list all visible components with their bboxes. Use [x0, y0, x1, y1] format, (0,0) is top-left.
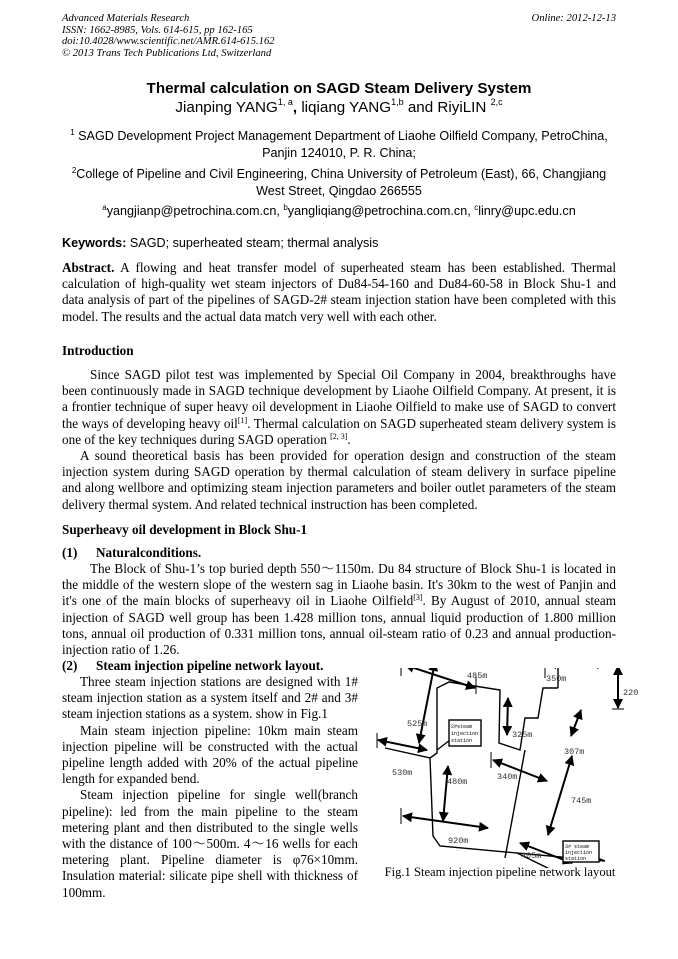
running-header: [62, 13, 616, 59]
dim-label: 350m: [546, 674, 567, 684]
dim-label: 525m: [407, 719, 428, 729]
dim-label: 920m: [448, 836, 469, 846]
citation[interactable]: [1]: [237, 415, 248, 425]
pipeline-layout-body: [62, 674, 358, 901]
paragraph: A sound theoretical basis has been provided for operation design and construction of the steam injection system during SAGD operation by thermal calculation of steam delivery in surface pipeline and along wellbore and optimizing steam injection parameters and boiler outlet parameters of the steam delivery thermal system. And related technical instruction has been completed.: [62, 448, 616, 512]
paragraph: Main steam injection pipeline: 10km main steam injection pipeline will be constructed with the actual pipeline length added with 20% of the actual pipeline length for expanded bend.: [62, 722, 358, 787]
dim-label: 530m: [392, 768, 413, 778]
issn-line: ISSN: 1662-8985, Vols. 614-615, pp 162-165: [62, 24, 253, 36]
journal-name: Advanced Materials Research: [62, 13, 190, 24]
keywords: [62, 236, 378, 250]
paragraph: [62, 561, 616, 658]
online-date: Online: 2012-12-13: [531, 13, 616, 24]
author-list: [0, 99, 678, 116]
author-name: RiyiLIN: [437, 99, 487, 116]
introduction-body: [62, 367, 616, 513]
dim-label: 745m: [571, 796, 592, 806]
dim-label: 485m: [467, 671, 488, 681]
subsection-number: (2): [62, 658, 78, 673]
subsection-title: Steam injection pipeline network layout.: [96, 658, 324, 673]
paper-title: Thermal calculation on SAGD Steam Delivery System: [146, 80, 532, 97]
section-heading-introduction: Introduction: [62, 343, 134, 358]
paragraph-text: .: [347, 431, 351, 447]
natural-conditions-body: [62, 561, 616, 658]
paragraph-text: Since SAGD pilot test was implemented by Special Oil Company in 2004, breakthroughs have been continuously made in SAGD technique development by Liaohe Oilfield Company. At present, it is a frontier technique of super heavy oil development in Liaohe Oilfield to make use of SAGD to convert the ways of developing heavy oil: [62, 367, 616, 431]
author-sup: 2,c: [490, 97, 503, 107]
affiliation-text: SAGD Development Project Management Department of Liaohe Oilfield Company, PetroChina, Panjin 124010, P. R. China;: [74, 129, 608, 160]
paragraph: Steam injection pipeline for single well(branch pipeline): led from the main pipeline to the steam metering plant and then distributed to the single wells with the distance of 100～500m. 4～16 wells for each metering plant. Pipeline diameter is φ76×10mm. Insulation material: silicate pipe shell with thickness of 100mm.: [62, 787, 358, 900]
pipeline-lines: [385, 668, 605, 868]
abstract-text: A flowing and heat transfer model of superheated steam has been established. Thermal calculation of high-quality wet steam injectors of Du84-54-160 and Du84-60-58 in Block Shu-1 and data analysis of part of the pipelines of SAGD-2# steam injection station have been completed with this model. The results and the actual data match very well with each other.: [62, 260, 616, 324]
author-separator: ,: [292, 99, 302, 116]
subsection-heading-natural-conditions: [62, 545, 201, 561]
paragraph: [62, 367, 616, 448]
subsection-title: Naturalconditions.: [96, 545, 202, 560]
figure-caption: Fig.1 Steam injection pipeline network layout: [384, 865, 616, 879]
station-3-box: [563, 841, 599, 862]
doi-line: doi:10.4028/www.scientific.net/AMR.614-615.162: [62, 36, 275, 48]
abstract-label: Abstract.: [62, 260, 115, 275]
dim-label: 480m: [447, 777, 468, 787]
author-sup: 1,b: [391, 97, 404, 107]
paragraph: Three steam injection stations are designed with 1# steam injection station as a system itself and 2# and 3# steam injection stations as a system. show in Fig.1: [62, 674, 358, 722]
station-2-box: [449, 720, 481, 746]
station-label: 3# steam: [565, 844, 590, 850]
dim-label: 325m: [512, 730, 533, 740]
author-name: Jianping YANG: [175, 99, 278, 116]
station-label: station: [451, 738, 473, 744]
affiliation-2: [62, 166, 616, 200]
keywords-label: Keywords:: [62, 236, 127, 250]
pipeline-network-diagram: [375, 668, 678, 868]
paragraph-text: The Block of Shu-1’s top buried depth 550～1150m. Du 84 structure of Block Shu-1 is located in the middle of the western slope of the western sag in Liaohe basin. It's 30km to the west of Panjin and it's one of the main blocks of superheavy oil in Liaohe Oilfield: [62, 561, 616, 609]
abstract: [62, 260, 616, 325]
dim-label: 307m: [564, 747, 585, 757]
affiliation-1: [62, 128, 616, 162]
email-link[interactable]: yangjianp@petrochina.com.cn,: [106, 204, 284, 218]
email-list: [62, 203, 616, 220]
section-heading-superheavy: Superheavy oil development in Block Shu-1: [62, 522, 308, 537]
citation[interactable]: [3]: [413, 593, 423, 603]
dimension-arrows: [378, 668, 618, 863]
dim-label: 405m: [521, 851, 542, 861]
dimension-labels: [392, 671, 638, 861]
station-label: injection: [451, 731, 479, 737]
author-sup: 1, a: [277, 97, 293, 107]
email-link[interactable]: yangliqiang@petrochina.com.cn,: [287, 204, 475, 218]
subsection-heading-pipeline-layout: [62, 658, 323, 674]
affiliation-text: College of Pipeline and Civil Engineering, China University of Petroleum (East), 66, Changjiang West Street, Qingdao 266555: [76, 167, 607, 198]
author-name: liqiang YANG: [301, 99, 392, 116]
author-separator: and: [403, 99, 438, 116]
email-sup: a: [102, 203, 107, 212]
dim-label: 340m: [497, 772, 518, 782]
email-sup: c: [474, 203, 479, 212]
copyright-line: © 2013 Trans Tech Publications Ltd, Switzerland: [62, 47, 272, 59]
email-link[interactable]: linry@upc.edu.cn: [478, 204, 576, 218]
station-label: 2#steam: [451, 724, 473, 730]
station-label: station: [565, 856, 587, 862]
figure-pipeline-network: [375, 668, 678, 868]
keywords-text: SAGD; superheated steam; thermal analysis: [126, 236, 379, 250]
paragraph-text: . By August of 2010, annual steam injection of SAGD well group has been 1.428 million tons, annual liquid production of 1.800 million tons, annual oil production of 0.331 million tons, annual oil-steam ratio of 0.23 and annual production-injection ratio of 1.26.: [62, 593, 616, 658]
affiliation-sup: 2: [71, 166, 77, 175]
affiliation-sup: 1: [70, 128, 75, 137]
paragraph-text: . Thermal calculation on SAGD superheated steam delivery system is one of the key techniques during SAGD operation: [62, 415, 616, 447]
email-sup: b: [283, 203, 288, 212]
citation[interactable]: [2, 3]: [330, 431, 348, 441]
subsection-number: (1): [62, 545, 78, 560]
dim-label: 220: [623, 688, 639, 698]
station-label: injection: [565, 850, 593, 856]
